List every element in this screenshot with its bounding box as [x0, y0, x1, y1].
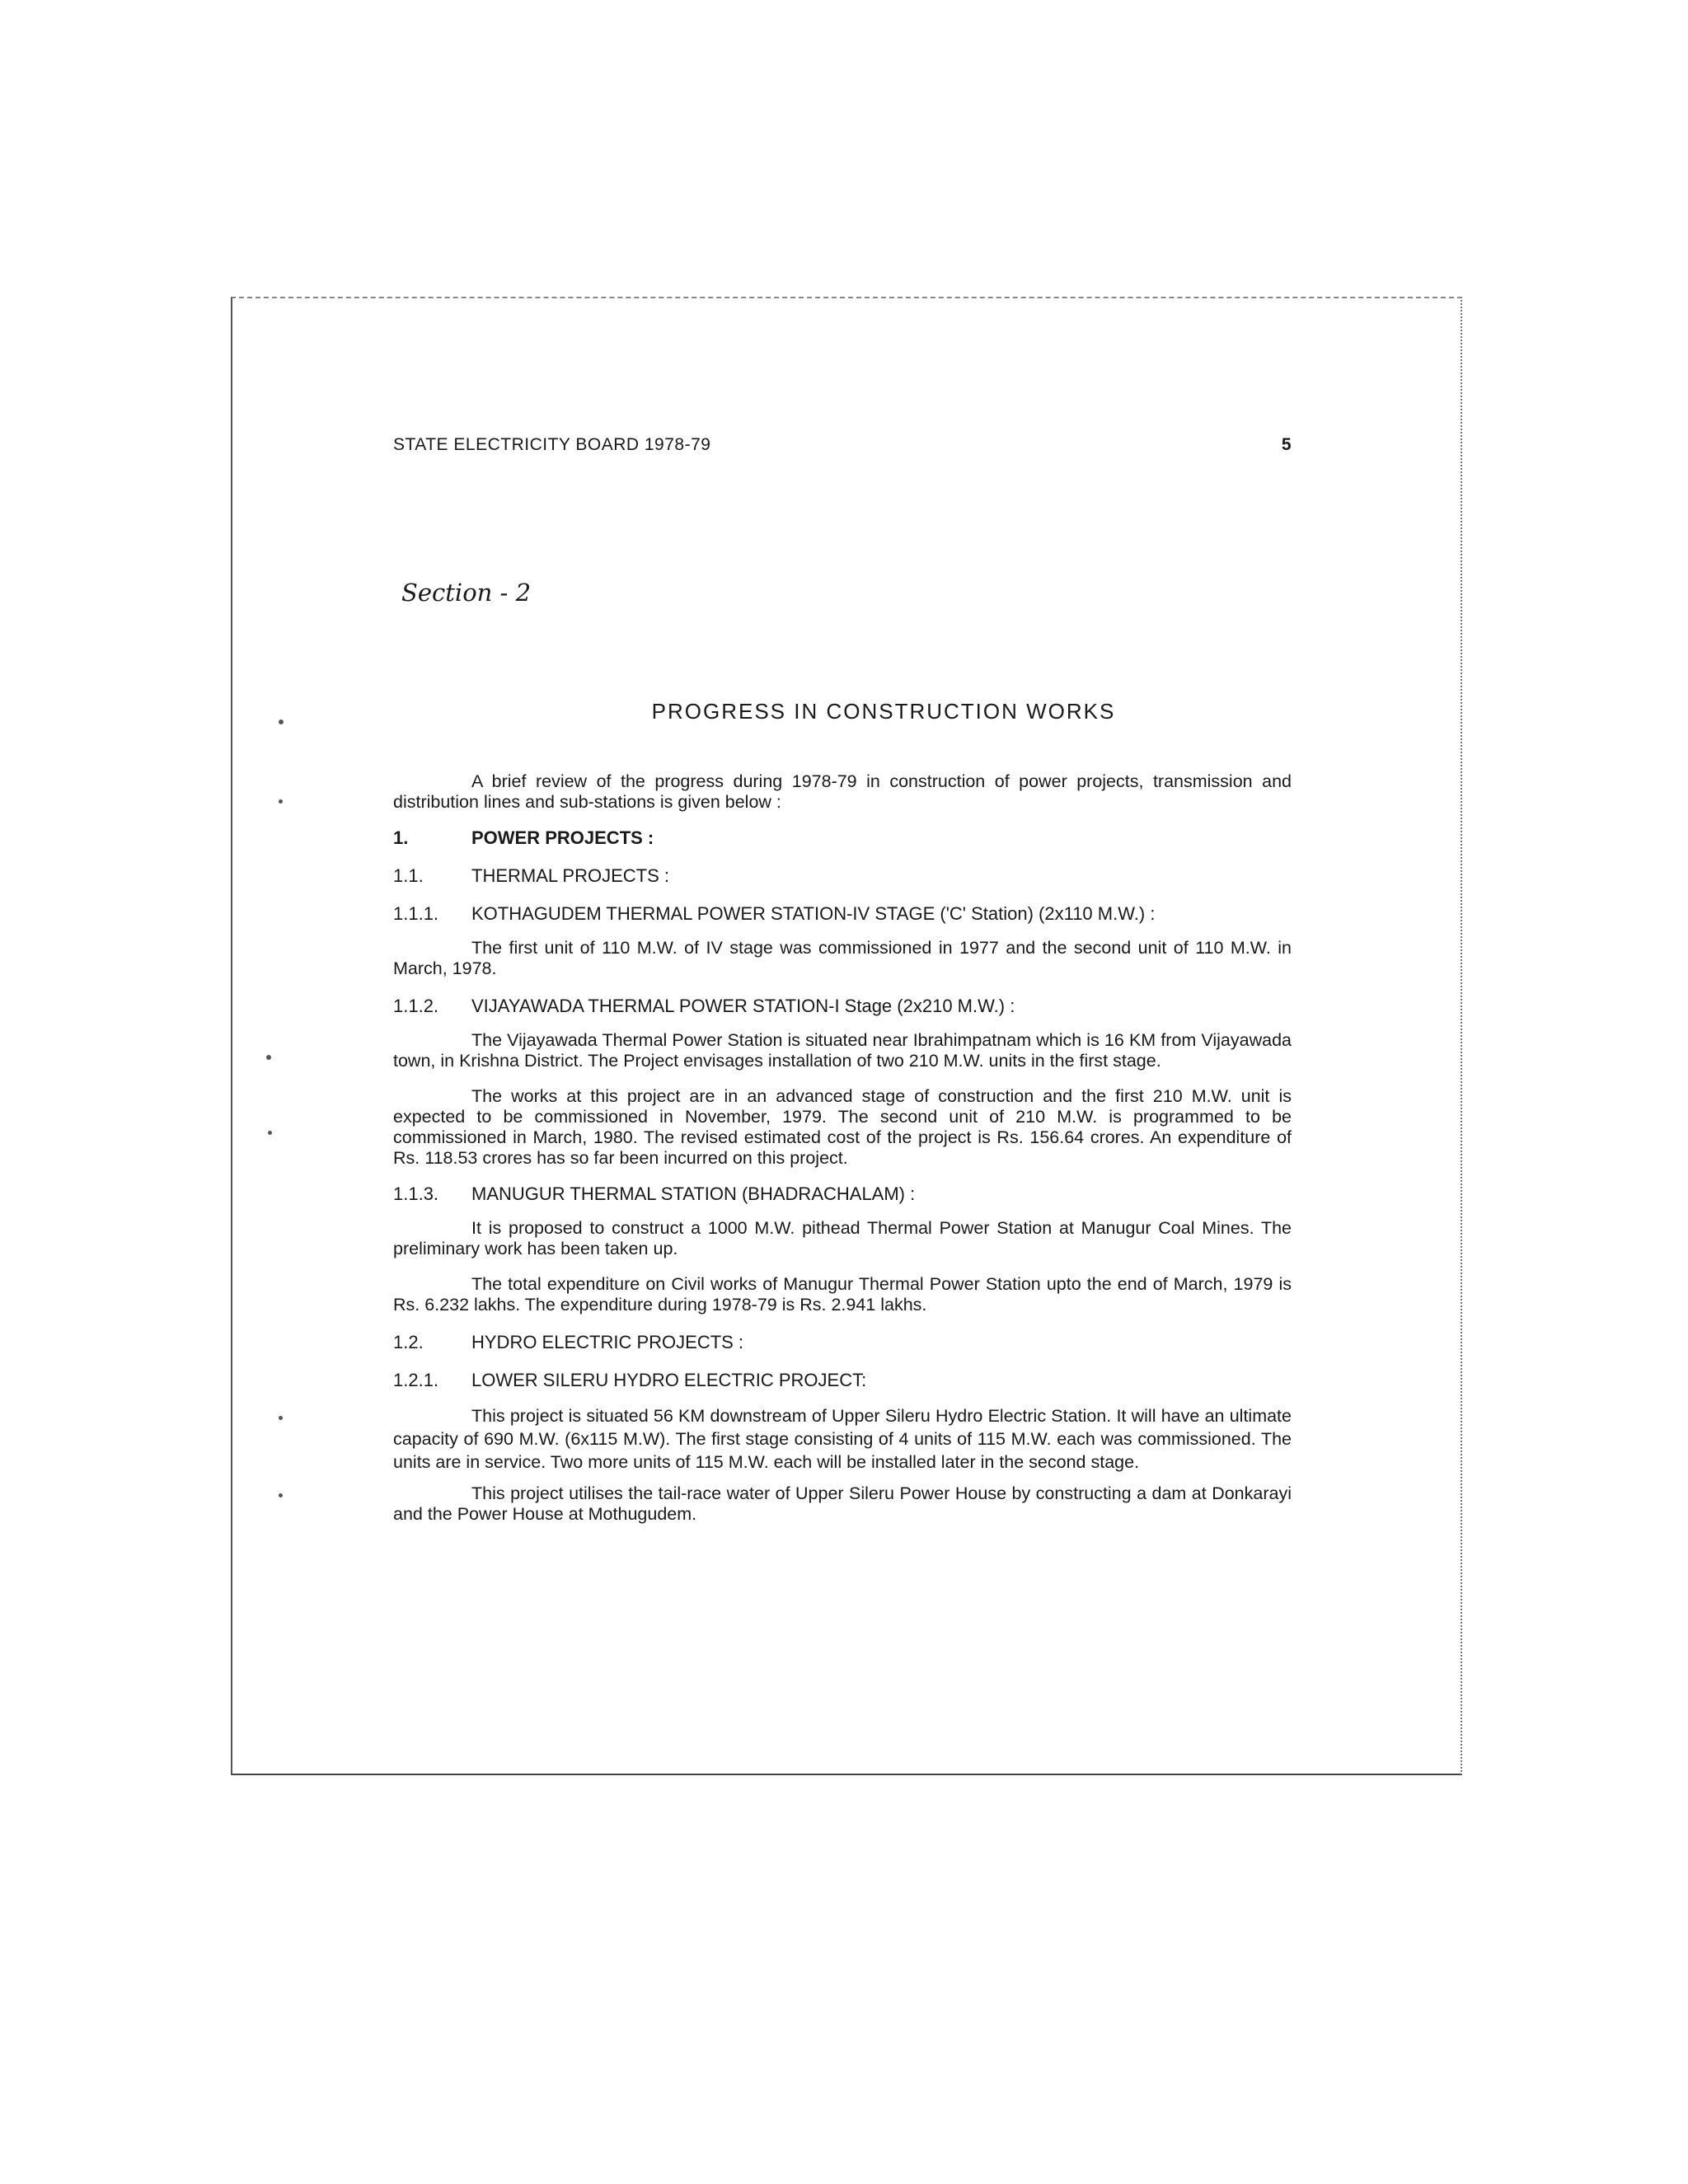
section-label: Section - 2 — [401, 579, 532, 607]
heading-text: MANUGUR THERMAL STATION (BHADRACHALAM) : — [471, 1183, 916, 1204]
manugur-paragraph-2: The total expenditure on Civil works of Manugur Thermal Power Station upto the end of March, 1979 is Rs. 6.232 lakhs. The expenditure during 1978-79 is Rs. 2.941 lakhs. — [393, 1274, 1292, 1315]
heading-text: THERMAL PROJECTS : — [471, 865, 669, 886]
page-title: PROGRESS IN CONSTRUCTION WORKS — [651, 699, 1116, 724]
heading-text: HYDRO ELECTRIC PROJECTS : — [471, 1332, 744, 1352]
heading-thermal-projects — [393, 865, 1292, 887]
heading-hydro-projects — [393, 1332, 1292, 1353]
heading-number: 1.1. — [393, 865, 424, 886]
heading-kothagudem — [393, 903, 1292, 925]
scan-speck — [268, 1131, 272, 1135]
heading-manugur — [393, 1183, 1292, 1205]
scan-speck — [279, 1493, 283, 1497]
heading-number: 1.2.1. — [393, 1370, 439, 1390]
intro-paragraph: A brief review of the progress during 1978-79 in construction of power projects, transmission and distribution lines and sub-stations is given below : — [393, 771, 1292, 812]
scan-speck — [266, 1055, 271, 1060]
heading-vijayawada — [393, 996, 1292, 1017]
heading-number: 1.1.2. — [393, 996, 439, 1016]
page-content — [393, 435, 1292, 1525]
heading-number: 1.1.3. — [393, 1183, 439, 1204]
scan-speck — [279, 719, 284, 724]
heading-text: POWER PROJECTS : — [471, 827, 654, 848]
vijayawada-paragraph-2: The works at this project are in an advanced stage of construction and the first 210 M.W. unit is expected to be commissioned in November, 1979. The second unit of 210 M.W. is programmed to be commissioned in March, 1980. The revised estimated cost of the project is Rs. 156.64 crores. An expenditure of Rs. 118.53 crores has so far been incurred on this project. — [393, 1086, 1292, 1168]
heading-text: VIJAYAWADA THERMAL POWER STATION-I Stage (2x210 M.W.) : — [471, 996, 1015, 1016]
heading-power-projects — [393, 827, 1292, 849]
heading-text: KOTHAGUDEM THERMAL POWER STATION-IV STAGE ('C' Station) (2x110 M.W.) : — [471, 903, 1156, 924]
scan-speck — [279, 1416, 283, 1420]
heading-text: LOWER SILERU HYDRO ELECTRIC PROJECT: — [471, 1370, 867, 1390]
running-header — [393, 435, 1292, 455]
lower-sileru-paragraph-1: This project is situated 56 KM downstream of Upper Sileru Hydro Electric Station. It will have an ultimate capacity of 690 M.W. (6x115 M.W). The first stage consisting of 4 units of 115 M.W. each was commissioned. The units are in service. Two more units of 115 M.W. each will be installed later in the second stage. — [393, 1406, 1292, 1472]
vijayawada-paragraph-1: The Vijayawada Thermal Power Station is situated near Ibrahimpatnam which is 16 KM from Vijayawada town, in Krishna District. The Project envisages installation of two 210 M.W. units in the first stage. — [393, 1030, 1292, 1071]
heading-number: 1.2. — [393, 1332, 424, 1352]
kothagudem-paragraph: The first unit of 110 M.W. of IV stage was commissioned in 1977 and the second unit of 110 M.W. in March, 1978. — [393, 938, 1292, 978]
heading-number: 1.1.1. — [393, 903, 439, 924]
manugur-paragraph-1: It is proposed to construct a 1000 M.W. pithead Thermal Power Station at Manugur Coal Mines. The preliminary work has been taken up. — [393, 1218, 1292, 1258]
heading-number: 1. — [393, 827, 409, 848]
page-number: 5 — [1281, 435, 1292, 454]
scan-speck — [279, 799, 283, 804]
heading-lower-sileru — [393, 1370, 1292, 1391]
lower-sileru-paragraph-2: This project utilises the tail-race water of Upper Sileru Power House by constructing a dam at Donkarayi and the Power House at Mothugudem. — [393, 1483, 1292, 1524]
running-title: STATE ELECTRICITY BOARD 1978-79 — [393, 435, 711, 454]
